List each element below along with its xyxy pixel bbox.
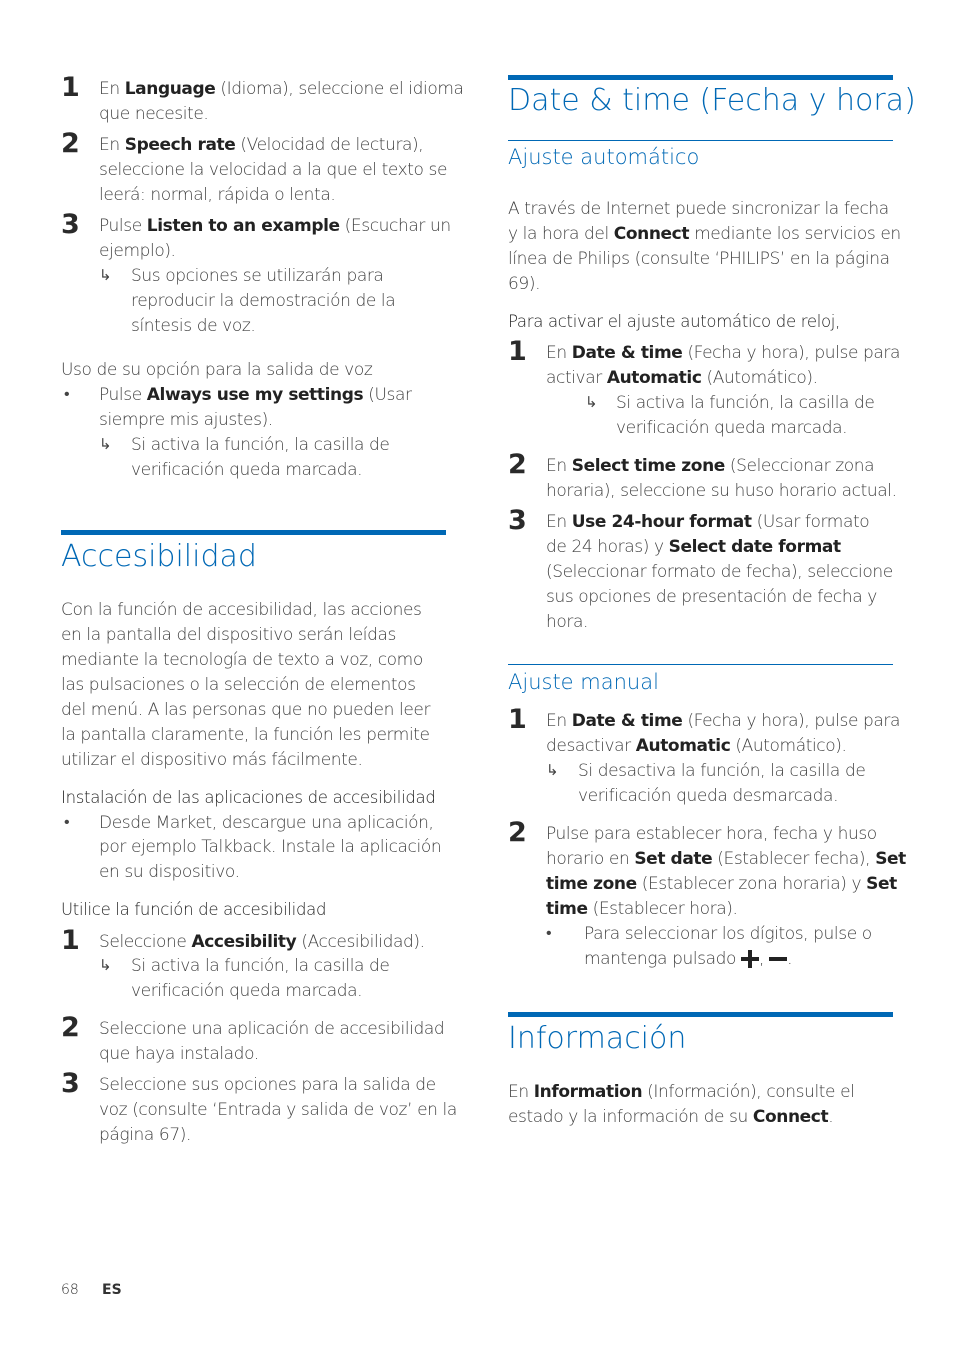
text-line: por ejemplo Talkback. Instale la aplicación bbox=[99, 837, 442, 857]
text-line: Uso de su opción para la salida de voz bbox=[61, 360, 373, 380]
text-line: Pulse Always use my settings (Usar bbox=[99, 385, 412, 405]
text-line: en su dispositivo. bbox=[99, 862, 240, 882]
result-arrow-icon: ↳ bbox=[585, 393, 598, 411]
text-line: horario en Set date (Establecer fecha), Set bbox=[546, 849, 906, 869]
text-line: Seleccione sus opciones para la salida de bbox=[99, 1075, 436, 1095]
step-number: 1 bbox=[508, 704, 527, 735]
step-number: 3 bbox=[61, 209, 80, 240]
text-line: verificación queda desmarcada. bbox=[578, 786, 839, 806]
subsection-title: Para activar el ajuste automático de reloj, bbox=[508, 312, 841, 331]
subsection-heading-auto: Ajuste automático bbox=[508, 145, 700, 169]
subsection-heading-manual: Ajuste manual bbox=[508, 670, 659, 694]
text-line: utilizar el dispositivo más fácilmente. bbox=[61, 750, 363, 770]
result-arrow-icon: ↳ bbox=[99, 266, 112, 284]
text-line: del menú. A las personas que no pueden leer bbox=[61, 700, 431, 720]
text-line: En Speech rate (Velocidad de lectura), bbox=[99, 135, 424, 155]
text-line: horaria), seleccione su huso horario actual. bbox=[546, 481, 897, 501]
text-line: siempre mis ajustes). bbox=[99, 410, 273, 430]
subsection-title: Instalación de las aplicaciones de accesibilidad bbox=[61, 788, 436, 807]
step-number: 3 bbox=[508, 505, 527, 536]
text-line: En Information (Información), consulte el bbox=[508, 1082, 855, 1102]
plus-icon bbox=[741, 950, 759, 968]
text-line: time zone (Establecer zona horaria) y Set bbox=[546, 874, 897, 894]
text-line: En Use 24-hour format (Usar formato bbox=[546, 512, 870, 532]
text-line: Para seleccionar los dígitos, pulse o bbox=[584, 924, 872, 944]
text-line: En Date & time (Fecha y hora), pulse para bbox=[546, 343, 901, 363]
text-line: que haya instalado. bbox=[99, 1044, 259, 1064]
text-line: En Date & time (Fecha y hora), pulse para bbox=[546, 711, 901, 731]
page-number: 68 bbox=[61, 1282, 79, 1298]
step-number: 2 bbox=[61, 1012, 80, 1043]
text-line: Sus opciones se utilizarán para bbox=[131, 266, 384, 286]
text-line: voz (consulte ‘Entrada y salida de voz’ en la bbox=[99, 1100, 457, 1120]
step-number: 1 bbox=[61, 72, 80, 103]
result-arrow-icon: ↳ bbox=[99, 956, 112, 974]
text-line: la pantalla claramente, la función les permite bbox=[61, 725, 430, 745]
step-number: 1 bbox=[61, 925, 80, 956]
text-line: síntesis de voz. bbox=[131, 316, 256, 336]
text-line: mediante la tecnología de texto a voz, como bbox=[61, 650, 423, 670]
result-arrow-icon: ↳ bbox=[99, 435, 112, 453]
text-line: seleccione la velocidad a la que el texto se bbox=[99, 160, 448, 180]
text-line: desactivar Automatic (Automático). bbox=[546, 736, 847, 756]
text-line: reproducir la demostración de la bbox=[131, 291, 396, 311]
step-number: 2 bbox=[508, 817, 527, 848]
text-line: sus opciones de presentación de fecha y bbox=[546, 587, 877, 607]
text-line: Pulse para establecer hora, fecha y huso bbox=[546, 824, 877, 844]
text-line: time (Establecer hora). bbox=[546, 899, 738, 919]
text-line: 69). bbox=[508, 274, 541, 294]
text-line: verificación queda marcada. bbox=[616, 418, 848, 438]
text-line: verificación queda marcada. bbox=[131, 460, 363, 480]
text-line: hora. bbox=[546, 612, 588, 632]
bullet-icon: • bbox=[64, 384, 70, 403]
section-heading-accesibilidad: Accesibilidad bbox=[61, 539, 257, 574]
text-line: de 24 horas) y Select date format bbox=[546, 537, 841, 557]
text-line: que necesite. bbox=[99, 104, 209, 124]
subsection-rule bbox=[508, 664, 893, 665]
subsection-title: Utilice la función de accesibilidad bbox=[61, 900, 327, 919]
section-heading-informacion: Información bbox=[508, 1021, 687, 1056]
bullet-icon: • bbox=[546, 923, 552, 942]
text-line: mantenga pulsado , . bbox=[584, 949, 793, 969]
text-line: Desde Market, descargue una aplicación, bbox=[99, 813, 434, 833]
section-rule bbox=[508, 1012, 893, 1017]
step-number: 1 bbox=[508, 336, 527, 367]
step-number: 2 bbox=[508, 449, 527, 480]
text-line: Pulse Listen to an example (Escuchar un bbox=[99, 216, 451, 236]
section-heading-date-time: Date & time (Fecha y hora) bbox=[508, 83, 916, 118]
text-line: página 67). bbox=[99, 1125, 191, 1145]
text-line: Si activa la función, la casilla de bbox=[131, 956, 390, 976]
text-line: (Seleccionar formato de fecha), seleccione bbox=[546, 562, 893, 582]
text-line: Con la función de accesibilidad, las acciones bbox=[61, 600, 422, 620]
minus-icon bbox=[769, 950, 787, 968]
result-arrow-icon: ↳ bbox=[546, 761, 559, 779]
text-line: línea de Philips (consulte ‘PHILIPS’ en la página bbox=[508, 249, 890, 269]
text-line: Si activa la función, la casilla de bbox=[616, 393, 875, 413]
text-line: Si activa la función, la casilla de bbox=[131, 435, 390, 455]
text-line: Seleccione Accesibility (Accesibilidad). bbox=[99, 932, 425, 952]
text-line: verificación queda marcada. bbox=[131, 981, 363, 1001]
text-line: Seleccione una aplicación de accesibilidad bbox=[99, 1019, 445, 1039]
section-rule bbox=[508, 75, 893, 80]
text-line: y la hora del Connect mediante los servicios en bbox=[508, 224, 901, 244]
text-line: ejemplo). bbox=[99, 241, 176, 261]
text-line: En Select time zone (Seleccionar zona bbox=[546, 456, 875, 476]
text-line: estado y la información de su Connect. bbox=[508, 1107, 834, 1127]
text-line: activar Automatic (Automático). bbox=[546, 368, 818, 388]
text-line: en la pantalla del dispositivo serán leídas bbox=[61, 625, 396, 645]
text-line: A través de Internet puede sincronizar la fecha bbox=[508, 199, 889, 219]
subsection-rule bbox=[508, 140, 893, 141]
language-code: ES bbox=[102, 1282, 122, 1298]
text-line: Si desactiva la función, la casilla de bbox=[578, 761, 866, 781]
bullet-icon: • bbox=[64, 812, 70, 831]
text-line: En Language (Idioma), seleccione el idioma bbox=[99, 79, 464, 99]
section-rule bbox=[61, 530, 446, 535]
step-number: 3 bbox=[61, 1068, 80, 1099]
text-line: leerá: normal, rápida o lenta. bbox=[99, 185, 336, 205]
text-line: las pulsaciones o la selección de elementos bbox=[61, 675, 416, 695]
step-number: 2 bbox=[61, 128, 80, 159]
